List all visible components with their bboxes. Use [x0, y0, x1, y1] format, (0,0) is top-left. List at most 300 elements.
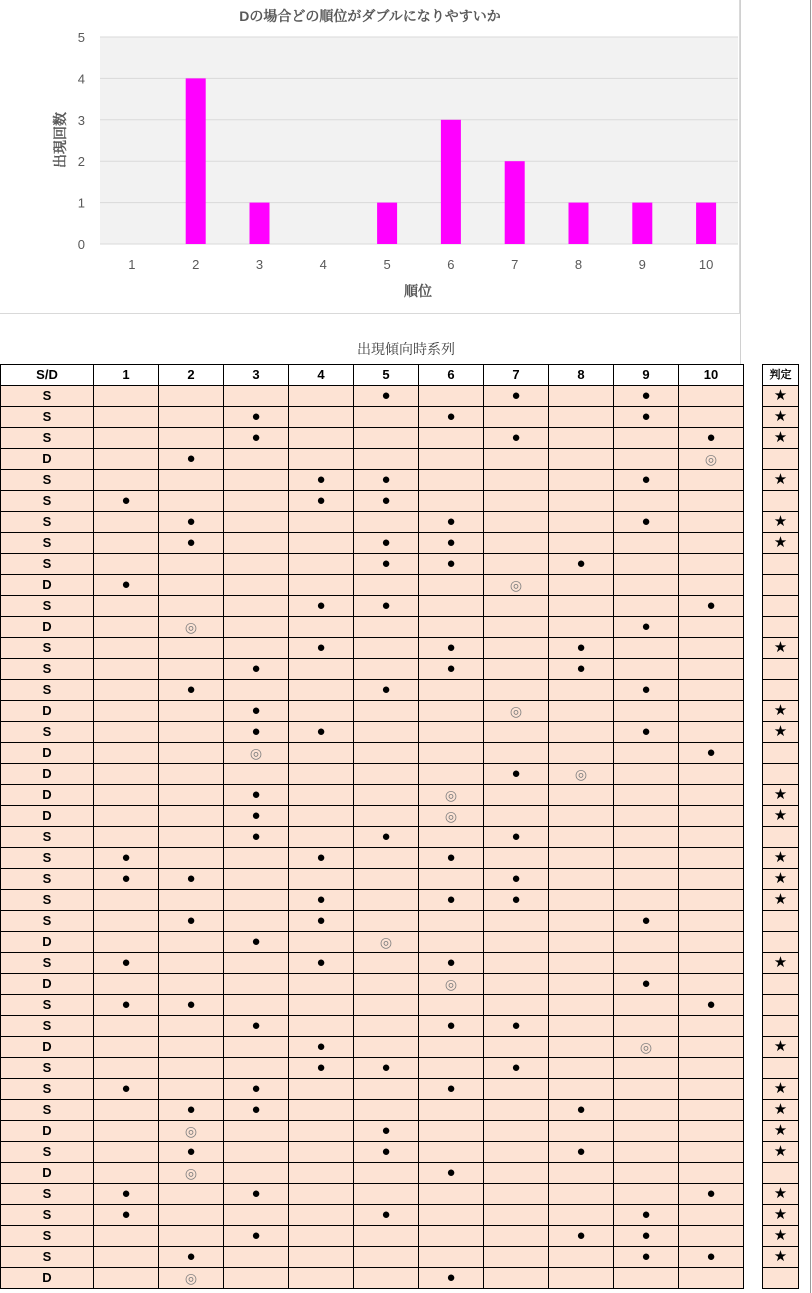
empty-cell	[763, 1058, 799, 1079]
x-tick-label: 9	[638, 257, 646, 272]
empty-cell	[484, 974, 549, 995]
bar-5	[377, 203, 397, 244]
judge-row	[763, 890, 799, 911]
empty-cell	[224, 575, 289, 596]
empty-cell	[549, 617, 614, 638]
empty-cell	[289, 869, 354, 890]
star-cell: ★	[763, 1247, 799, 1268]
empty-cell	[484, 953, 549, 974]
empty-cell	[159, 974, 224, 995]
empty-cell	[549, 1079, 614, 1100]
judge-row	[763, 659, 799, 680]
empty-cell	[763, 1268, 799, 1289]
sd-cell: D	[1, 1163, 94, 1184]
empty-cell	[289, 386, 354, 407]
single-mark-cell: ●	[159, 1247, 224, 1268]
empty-cell	[159, 722, 224, 743]
single-mark-cell: ●	[224, 407, 289, 428]
sd-cell: D	[1, 575, 94, 596]
single-mark-cell: ●	[419, 407, 484, 428]
table-row	[1, 1121, 744, 1142]
empty-cell	[484, 932, 549, 953]
single-mark-cell: ●	[289, 911, 354, 932]
empty-cell	[763, 743, 799, 764]
header-rank-1: 1	[94, 365, 159, 386]
judge-row	[763, 848, 799, 869]
single-mark-cell: ●	[94, 1205, 159, 1226]
single-mark-cell: ●	[484, 869, 549, 890]
empty-cell	[763, 617, 799, 638]
judge-row	[763, 1100, 799, 1121]
empty-cell	[484, 512, 549, 533]
empty-cell	[94, 974, 159, 995]
judge-row	[763, 1184, 799, 1205]
single-mark-cell: ●	[549, 1100, 614, 1121]
judge-row	[763, 806, 799, 827]
empty-cell	[94, 659, 159, 680]
empty-cell	[419, 470, 484, 491]
empty-cell	[224, 596, 289, 617]
double-mark-cell: ◎	[549, 764, 614, 785]
empty-cell	[614, 827, 679, 848]
sd-cell: S	[1, 491, 94, 512]
single-mark-cell: ●	[419, 554, 484, 575]
header-rank-5: 5	[354, 365, 419, 386]
star-cell: ★	[763, 890, 799, 911]
bar-3	[250, 203, 270, 244]
empty-cell	[94, 638, 159, 659]
sd-cell: S	[1, 911, 94, 932]
single-mark-cell: ●	[289, 848, 354, 869]
bar-9	[632, 203, 652, 244]
empty-cell	[419, 1247, 484, 1268]
sheet-gridline	[740, 0, 741, 365]
star-cell: ★	[763, 953, 799, 974]
single-mark-cell: ●	[484, 428, 549, 449]
empty-cell	[549, 1247, 614, 1268]
empty-cell	[679, 386, 744, 407]
single-mark-cell: ●	[484, 386, 549, 407]
single-mark-cell: ●	[484, 1016, 549, 1037]
y-tick-label: 5	[77, 30, 85, 45]
empty-cell	[679, 764, 744, 785]
empty-cell	[354, 407, 419, 428]
empty-cell	[484, 1184, 549, 1205]
empty-cell	[484, 596, 549, 617]
star-cell: ★	[763, 1079, 799, 1100]
empty-cell	[94, 680, 159, 701]
empty-cell	[94, 596, 159, 617]
double-mark-cell: ◎	[484, 701, 549, 722]
single-mark-cell: ●	[614, 1205, 679, 1226]
judge-row	[763, 617, 799, 638]
judge-row	[763, 827, 799, 848]
table-row	[1, 1142, 744, 1163]
empty-cell	[94, 1037, 159, 1058]
sd-cell: S	[1, 890, 94, 911]
single-mark-cell: ●	[224, 659, 289, 680]
judge-row	[763, 533, 799, 554]
empty-cell	[763, 680, 799, 701]
empty-cell	[94, 1268, 159, 1289]
header-rank-2: 2	[159, 365, 224, 386]
sd-cell: S	[1, 995, 94, 1016]
empty-cell	[763, 659, 799, 680]
single-mark-cell: ●	[419, 1079, 484, 1100]
empty-cell	[419, 1142, 484, 1163]
empty-cell	[549, 932, 614, 953]
empty-cell	[289, 995, 354, 1016]
empty-cell	[224, 470, 289, 491]
empty-cell	[354, 848, 419, 869]
empty-cell	[419, 911, 484, 932]
table-row	[1, 1100, 744, 1121]
star-cell: ★	[763, 869, 799, 890]
empty-cell	[549, 1205, 614, 1226]
table-row	[1, 407, 744, 428]
single-mark-cell: ●	[419, 533, 484, 554]
bar-8	[569, 203, 589, 244]
empty-cell	[224, 1268, 289, 1289]
single-mark-cell: ●	[289, 1058, 354, 1079]
empty-cell	[549, 743, 614, 764]
empty-cell	[614, 869, 679, 890]
empty-cell	[484, 1037, 549, 1058]
judgement-table	[762, 364, 799, 1289]
sd-cell: D	[1, 764, 94, 785]
single-mark-cell: ●	[289, 596, 354, 617]
star-cell: ★	[763, 1037, 799, 1058]
empty-cell	[679, 1121, 744, 1142]
sd-cell: D	[1, 1121, 94, 1142]
sd-cell: S	[1, 1205, 94, 1226]
single-mark-cell: ●	[484, 764, 549, 785]
single-mark-cell: ●	[614, 407, 679, 428]
star-cell: ★	[763, 428, 799, 449]
empty-cell	[224, 890, 289, 911]
empty-cell	[679, 1058, 744, 1079]
single-mark-cell: ●	[549, 1142, 614, 1163]
judge-row	[763, 743, 799, 764]
empty-cell	[679, 1037, 744, 1058]
table-row	[1, 1268, 744, 1289]
single-mark-cell: ●	[289, 722, 354, 743]
single-mark-cell: ●	[159, 869, 224, 890]
empty-cell	[679, 638, 744, 659]
single-mark-cell: ●	[94, 869, 159, 890]
empty-cell	[484, 1205, 549, 1226]
empty-cell	[159, 1205, 224, 1226]
empty-cell	[224, 491, 289, 512]
empty-cell	[549, 1163, 614, 1184]
empty-cell	[419, 1037, 484, 1058]
empty-cell	[94, 512, 159, 533]
empty-cell	[549, 386, 614, 407]
empty-cell	[354, 1184, 419, 1205]
empty-cell	[94, 1247, 159, 1268]
judge-row	[763, 428, 799, 449]
single-mark-cell: ●	[159, 995, 224, 1016]
table-row	[1, 449, 744, 470]
empty-cell	[289, 1079, 354, 1100]
table-row	[1, 1163, 744, 1184]
star-cell: ★	[763, 1121, 799, 1142]
empty-cell	[614, 533, 679, 554]
empty-cell	[763, 1016, 799, 1037]
sd-cell: S	[1, 428, 94, 449]
star-cell: ★	[763, 407, 799, 428]
empty-cell	[549, 1184, 614, 1205]
single-mark-cell: ●	[224, 428, 289, 449]
empty-cell	[94, 827, 159, 848]
y-tick-label: 0	[77, 237, 85, 252]
empty-cell	[679, 848, 744, 869]
empty-cell	[159, 848, 224, 869]
empty-cell	[419, 1205, 484, 1226]
empty-cell	[549, 512, 614, 533]
single-mark-cell: ●	[419, 953, 484, 974]
empty-cell	[94, 470, 159, 491]
empty-cell	[763, 932, 799, 953]
empty-cell	[614, 806, 679, 827]
sd-cell: D	[1, 449, 94, 470]
empty-cell	[224, 953, 289, 974]
empty-cell	[94, 890, 159, 911]
empty-cell	[289, 1100, 354, 1121]
empty-cell	[484, 470, 549, 491]
single-mark-cell: ●	[614, 974, 679, 995]
judge-header: 判定	[763, 365, 799, 386]
single-mark-cell: ●	[94, 491, 159, 512]
empty-cell	[224, 617, 289, 638]
empty-cell	[679, 911, 744, 932]
sd-cell: S	[1, 827, 94, 848]
empty-cell	[614, 1268, 679, 1289]
single-mark-cell: ●	[419, 848, 484, 869]
single-mark-cell: ●	[614, 722, 679, 743]
chart-title: Dの場合どの順位がダブルになりやすいか	[239, 8, 501, 24]
empty-cell	[679, 575, 744, 596]
single-mark-cell: ●	[159, 1100, 224, 1121]
judge-row	[763, 491, 799, 512]
judge-row	[763, 953, 799, 974]
empty-cell	[94, 1100, 159, 1121]
empty-cell	[484, 995, 549, 1016]
empty-cell	[289, 512, 354, 533]
empty-cell	[289, 1184, 354, 1205]
table-row	[1, 1016, 744, 1037]
single-mark-cell: ●	[484, 1058, 549, 1079]
empty-cell	[289, 1205, 354, 1226]
single-mark-cell: ●	[289, 1037, 354, 1058]
empty-cell	[484, 722, 549, 743]
empty-cell	[614, 1163, 679, 1184]
empty-cell	[224, 512, 289, 533]
single-mark-cell: ●	[354, 554, 419, 575]
sd-cell: S	[1, 1016, 94, 1037]
sd-cell: S	[1, 1079, 94, 1100]
single-mark-cell: ●	[224, 722, 289, 743]
x-tick-label: 3	[255, 257, 264, 272]
table-row	[1, 470, 744, 491]
empty-cell	[94, 785, 159, 806]
table-row	[1, 533, 744, 554]
single-mark-cell: ●	[224, 1079, 289, 1100]
empty-cell	[614, 701, 679, 722]
empty-cell	[224, 680, 289, 701]
empty-cell	[484, 1268, 549, 1289]
empty-cell	[224, 869, 289, 890]
table-row	[1, 911, 744, 932]
empty-cell	[679, 1100, 744, 1121]
single-mark-cell: ●	[224, 1226, 289, 1247]
empty-cell	[94, 806, 159, 827]
single-mark-cell: ●	[419, 890, 484, 911]
sd-cell: S	[1, 554, 94, 575]
empty-cell	[484, 1142, 549, 1163]
empty-cell	[614, 932, 679, 953]
empty-cell	[614, 785, 679, 806]
table-title: 出現傾向時系列	[357, 341, 455, 357]
sd-cell: D	[1, 617, 94, 638]
empty-cell	[549, 1016, 614, 1037]
empty-cell	[159, 806, 224, 827]
double-mark-cell: ◎	[419, 806, 484, 827]
empty-cell	[484, 491, 549, 512]
table-row	[1, 722, 744, 743]
star-cell: ★	[763, 638, 799, 659]
empty-cell	[94, 911, 159, 932]
empty-cell	[354, 659, 419, 680]
header-rank-9: 9	[614, 365, 679, 386]
sd-cell: S	[1, 1247, 94, 1268]
empty-cell	[549, 827, 614, 848]
empty-cell	[614, 995, 679, 1016]
table-row	[1, 953, 744, 974]
star-cell: ★	[763, 1142, 799, 1163]
empty-cell	[224, 449, 289, 470]
header-rank-4: 4	[289, 365, 354, 386]
single-mark-cell: ●	[679, 743, 744, 764]
judge-row	[763, 1268, 799, 1289]
empty-cell	[484, 659, 549, 680]
empty-cell	[419, 995, 484, 1016]
header-rank-8: 8	[549, 365, 614, 386]
empty-cell	[763, 554, 799, 575]
empty-cell	[419, 680, 484, 701]
header-rank-6: 6	[419, 365, 484, 386]
empty-cell	[614, 575, 679, 596]
judge-row	[763, 785, 799, 806]
judge-row	[763, 1016, 799, 1037]
bar-6	[441, 120, 461, 244]
y-tick-label: 4	[77, 71, 85, 87]
bar-2	[186, 78, 206, 244]
star-cell: ★	[763, 1184, 799, 1205]
sd-cell: S	[1, 1184, 94, 1205]
x-tick-label: 2	[192, 257, 200, 272]
judge-row	[763, 974, 799, 995]
sd-cell: S	[1, 1142, 94, 1163]
empty-cell	[763, 1163, 799, 1184]
judge-row	[763, 911, 799, 932]
star-cell: ★	[763, 512, 799, 533]
bar-chart	[0, 0, 740, 314]
empty-cell	[159, 701, 224, 722]
empty-cell	[763, 995, 799, 1016]
table-row	[1, 848, 744, 869]
table-row	[1, 680, 744, 701]
empty-cell	[679, 722, 744, 743]
empty-cell	[679, 953, 744, 974]
empty-cell	[549, 470, 614, 491]
empty-cell	[289, 764, 354, 785]
sd-cell: D	[1, 1037, 94, 1058]
table-row	[1, 890, 744, 911]
empty-cell	[94, 1163, 159, 1184]
single-mark-cell: ●	[224, 932, 289, 953]
empty-cell	[224, 1121, 289, 1142]
empty-cell	[679, 533, 744, 554]
empty-cell	[159, 428, 224, 449]
sd-cell: S	[1, 680, 94, 701]
empty-cell	[289, 806, 354, 827]
empty-cell	[224, 554, 289, 575]
single-mark-cell: ●	[549, 554, 614, 575]
single-mark-cell: ●	[354, 1205, 419, 1226]
judge-row	[763, 722, 799, 743]
empty-cell	[484, 1226, 549, 1247]
empty-cell	[94, 1142, 159, 1163]
empty-cell	[94, 701, 159, 722]
empty-cell	[549, 407, 614, 428]
single-mark-cell: ●	[224, 785, 289, 806]
single-mark-cell: ●	[419, 1016, 484, 1037]
empty-cell	[679, 1079, 744, 1100]
table-row	[1, 575, 744, 596]
empty-cell	[763, 827, 799, 848]
single-mark-cell: ●	[94, 995, 159, 1016]
single-mark-cell: ●	[224, 701, 289, 722]
empty-cell	[614, 449, 679, 470]
sd-cell: D	[1, 932, 94, 953]
empty-cell	[419, 617, 484, 638]
single-mark-cell: ●	[419, 1268, 484, 1289]
empty-cell	[289, 407, 354, 428]
empty-cell	[289, 974, 354, 995]
empty-cell	[614, 638, 679, 659]
empty-cell	[549, 974, 614, 995]
empty-cell	[159, 1079, 224, 1100]
single-mark-cell: ●	[289, 953, 354, 974]
single-mark-cell: ●	[224, 1100, 289, 1121]
empty-cell	[94, 407, 159, 428]
judge-row	[763, 407, 799, 428]
empty-cell	[354, 1268, 419, 1289]
sd-cell: S	[1, 722, 94, 743]
single-mark-cell: ●	[614, 617, 679, 638]
empty-cell	[679, 407, 744, 428]
empty-cell	[159, 890, 224, 911]
empty-cell	[549, 995, 614, 1016]
empty-cell	[94, 386, 159, 407]
x-tick-label: 6	[447, 257, 455, 272]
star-cell: ★	[763, 848, 799, 869]
single-mark-cell: ●	[354, 491, 419, 512]
empty-cell	[484, 449, 549, 470]
empty-cell	[354, 743, 419, 764]
single-mark-cell: ●	[224, 806, 289, 827]
